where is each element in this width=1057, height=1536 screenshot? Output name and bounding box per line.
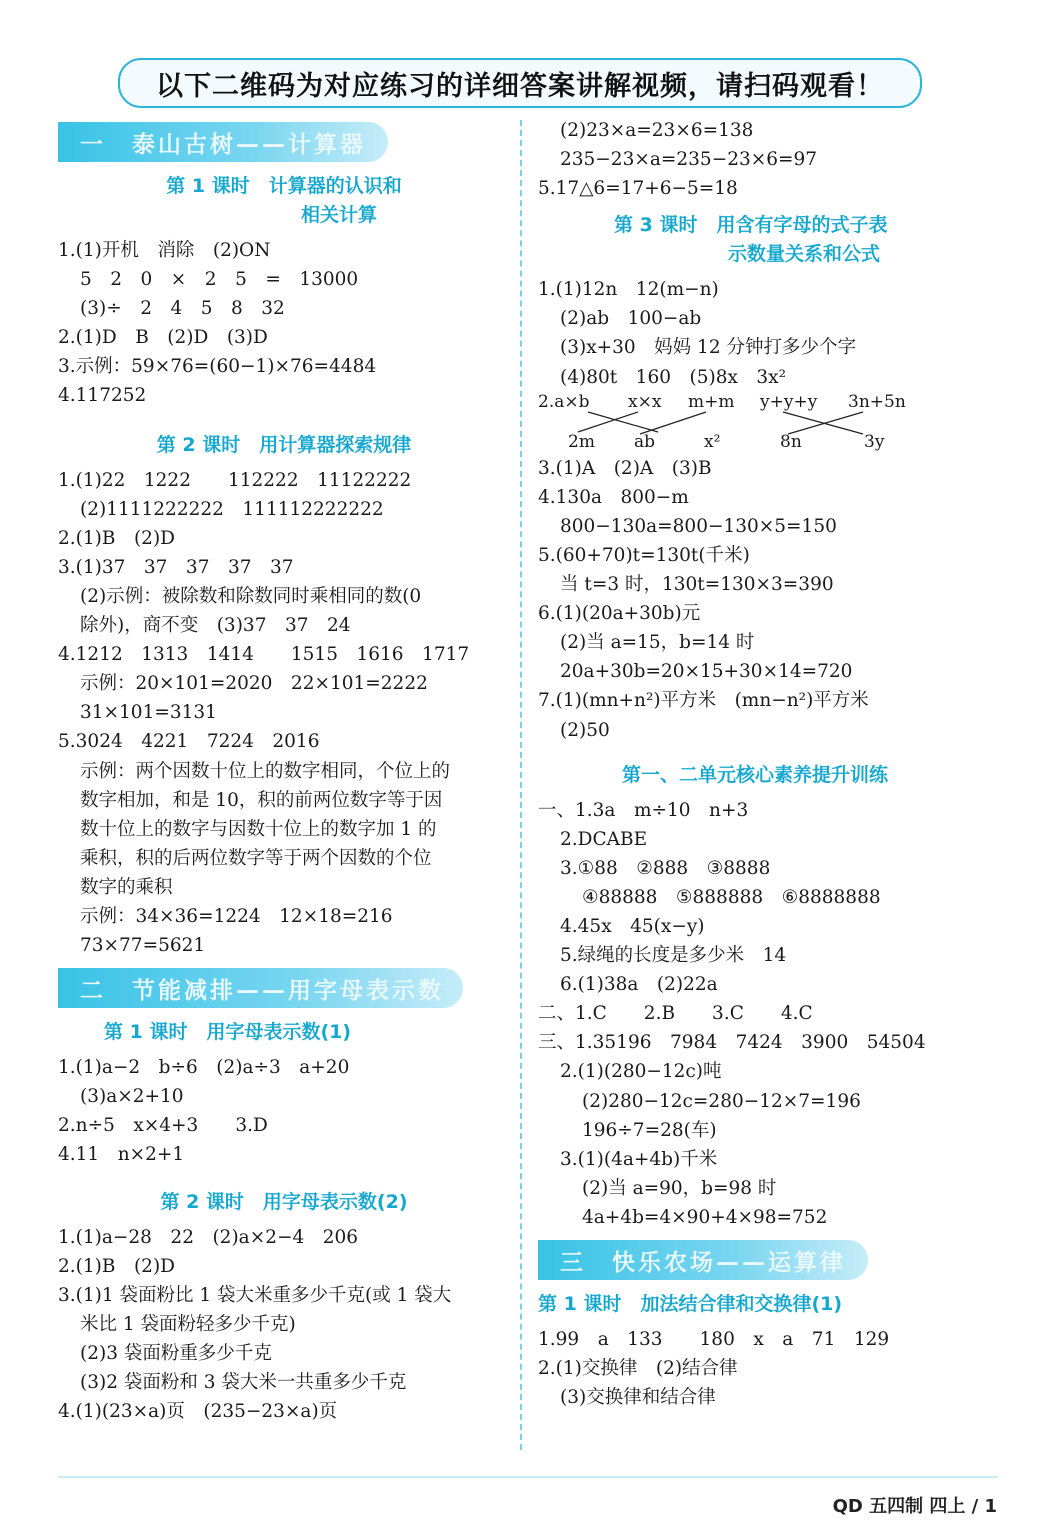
right-column [538, 116, 998, 1412]
answer-line: 除外)，商不变 (3)37 37 24 [80, 615, 351, 637]
answer-line: 196÷7=28(车) [582, 1119, 717, 1141]
answer-line: 二、1.C 2.B 3.C 4.C [538, 1003, 813, 1025]
match-top-item: y+y+y [760, 391, 818, 412]
answer-line: 4a+4b=4×90+4×98=752 [582, 1206, 828, 1228]
answer-line: (2)ab 100−ab [560, 308, 702, 330]
page-footer: QD 五四制 四上 / 1 [832, 1496, 997, 1517]
answer-line: 三、1.35196 7984 7424 3900 54504 [538, 1032, 926, 1054]
answer-line: 1.(1)12n 12(m−n) [538, 279, 719, 301]
answer-line: 73×77=5621 [80, 935, 206, 957]
answer-line: 20a+30b=20×15+30×14=720 [560, 661, 853, 683]
unit-heading-1: 一 泰山古树——计算器 [58, 122, 388, 162]
answer-line: 2.(1)(280−12c)吨 [560, 1061, 722, 1083]
lesson-title: 第 1 课时 用字母表示数(1) [104, 1021, 352, 1044]
lesson-title: 第 2 课时 用字母表示数(2) [160, 1190, 408, 1213]
answer-line: 3.(1)(4a+4b)千米 [560, 1148, 718, 1170]
left-column [58, 116, 510, 1426]
answer-line: 1.(1)22 1222 112222 11122222 [58, 469, 412, 491]
answer-line: 3.示例：59×76=(60−1)×76=4484 [58, 356, 377, 378]
answer-line: (2)示例：被除数和除数同时乘相同的数(0 [80, 585, 422, 607]
answer-line: (2)50 [560, 719, 610, 741]
match-bottom-item: 3y [864, 431, 885, 452]
footer-rule [58, 1476, 998, 1478]
answer-line: 数字的乘积 [80, 876, 173, 898]
answer-line: 3.(1)1 袋面粉比 1 袋大米重多少千克(或 1 袋大 [58, 1284, 452, 1306]
answer-line: (3)÷ 2 4 5 8 32 [80, 298, 285, 320]
match-bottom-item: x² [704, 431, 721, 452]
answer-line: 3.(1)A (2)A (3)B [538, 457, 712, 479]
answer-line: (2)当 a=15，b=14 时 [560, 632, 755, 654]
match-bottom-item: 2m [568, 431, 595, 452]
answer-line: 一、1.3a m÷10 n+3 [538, 799, 749, 821]
match-bottom-item: 8n [780, 431, 802, 452]
answer-line: 乘积，积的后两位数字等于两个因数的个位 [80, 847, 432, 869]
answer-line: 示例：20×101=2020 22×101=2222 [80, 673, 428, 695]
answer-line: 2.n÷5 x×4+3 3.D [58, 1115, 268, 1137]
answer-line: 5.17△6=17+6−5=18 [538, 178, 738, 200]
answer-line: 7.(1)(mn+n²)平方米 (mn−n²)平方米 [538, 690, 869, 712]
answer-line: (4)80t 160 (5)8x 3x² [560, 366, 787, 388]
answer-line: (3)a×2+10 [80, 1086, 184, 1108]
answer-line: 5.绿绳的长度是多少米 14 [560, 945, 787, 967]
match-bottom-item: ab [634, 431, 656, 452]
answer-line: 1.(1)开机 消除 (2)ON [58, 240, 271, 261]
answer-line: 2.(1)D B (2)D (3)D [58, 327, 268, 349]
answer-line: 2.DCABE [560, 828, 648, 850]
lesson-title: 第 2 课时 用计算器探索规律 [156, 433, 412, 456]
answer-line: 当 t=3 时，130t=130×3=390 [560, 574, 834, 596]
answer-line: 米比 1 袋面粉轻多少千克) [80, 1313, 296, 1335]
answer-line: (2)280−12c=280−12×7=196 [582, 1090, 861, 1112]
answer-line: 6.(1)(20a+30b)元 [538, 603, 701, 625]
answer-line: 6.(1)38a (2)22a [560, 974, 718, 996]
answer-line: 1.(1)a−2 b÷6 (2)a÷3 a+20 [58, 1057, 350, 1079]
answer-line: 4.(1)(23×a)页 (235−23×a)页 [58, 1401, 338, 1423]
answer-line: (3)交换律和结合律 [560, 1387, 716, 1409]
match-top-item: 3n+5n [848, 391, 906, 412]
answer-line: 1.99 a 133 180 x a 71 129 [538, 1329, 890, 1350]
answer-line: 800−130a=800−130×5=150 [560, 515, 837, 537]
answer-line: 2.(1)B (2)D [58, 1255, 175, 1277]
answer-line: 5 2 0 × 2 5 = 13000 [80, 269, 359, 291]
lesson-title: 第 3 课时 用含有字母的式子表 示数量关系和公式 [614, 214, 888, 266]
instruction-banner: 以下二维码为对应练习的详细答案讲解视频，请扫码观看！ [118, 58, 922, 108]
match-top-item: x×x [628, 391, 662, 412]
answer-line: (2)3 袋面粉重多少千克 [80, 1342, 272, 1364]
answer-line: 4.45x 45(x−y) [560, 915, 705, 937]
column-divider [520, 120, 522, 1450]
answer-line: 4.1212 1313 1414 1515 1616 1717 [58, 644, 470, 666]
unit-heading-3: 三 快乐农场——运算律 [538, 1240, 868, 1280]
answer-line: 4.11 n×2+1 [58, 1144, 185, 1166]
answer-line: 5.3024 4221 7224 2016 [58, 731, 320, 753]
answer-line: ④88888 ⑤888888 ⑥8888888 [582, 886, 881, 908]
answer-line: (2)当 a=90，b=98 时 [582, 1177, 777, 1199]
answer-line: 1.(1)a−28 22 (2)a×2−4 206 [58, 1226, 359, 1248]
matching-exercise [538, 392, 998, 454]
answer-line: 示例：34×36=1224 12×18=216 [80, 905, 393, 927]
answer-line: (2)1111222222 111112222222 [80, 498, 384, 520]
answer-line: 2.(1)B (2)D [58, 527, 175, 549]
match-top-item: m+m [688, 391, 735, 412]
lesson-title: 第 1 课时 加法结合律和交换律(1) [538, 1293, 843, 1315]
answer-line: 4.117252 [58, 385, 147, 407]
answer-line: 3.①88 ②888 ③8888 [560, 857, 771, 879]
unit-heading-2: 二 节能减排——用字母表示数 [58, 968, 463, 1008]
answer-line: 示例：两个因数十位上的数字相同，个位上的 [80, 760, 451, 782]
answer-line: 235−23×a=235−23×6=97 [560, 149, 818, 171]
answer-line: 31×101=3131 [80, 702, 217, 724]
answer-line: 5.(60+70)t=130t(千米) [538, 544, 750, 566]
lesson-title: 第 1 课时 计算器的认识和 相关计算 [166, 175, 402, 226]
answer-line: (2)23×a=23×6=138 [560, 120, 754, 141]
answer-line: 3.(1)37 37 37 37 37 [58, 556, 294, 578]
answer-line: 数十位上的数字与因数十位上的数字加 1 的 [80, 818, 437, 840]
review-title: 第一、二单元核心素养提升训练 [622, 763, 889, 786]
answer-line: 数字相加，和是 10，积的前两位数字等于因 [80, 789, 443, 811]
answer-line: 2.(1)交换律 (2)结合律 [538, 1358, 738, 1380]
answer-line: (3)2 袋面粉和 3 袋大米一共重多少千克 [80, 1372, 407, 1393]
match-top-item: 2.a×b [538, 391, 590, 412]
answer-line: (3)x+30 妈妈 12 分钟打多少个字 [560, 337, 856, 359]
answer-line: 4.130a 800−m [538, 486, 689, 508]
